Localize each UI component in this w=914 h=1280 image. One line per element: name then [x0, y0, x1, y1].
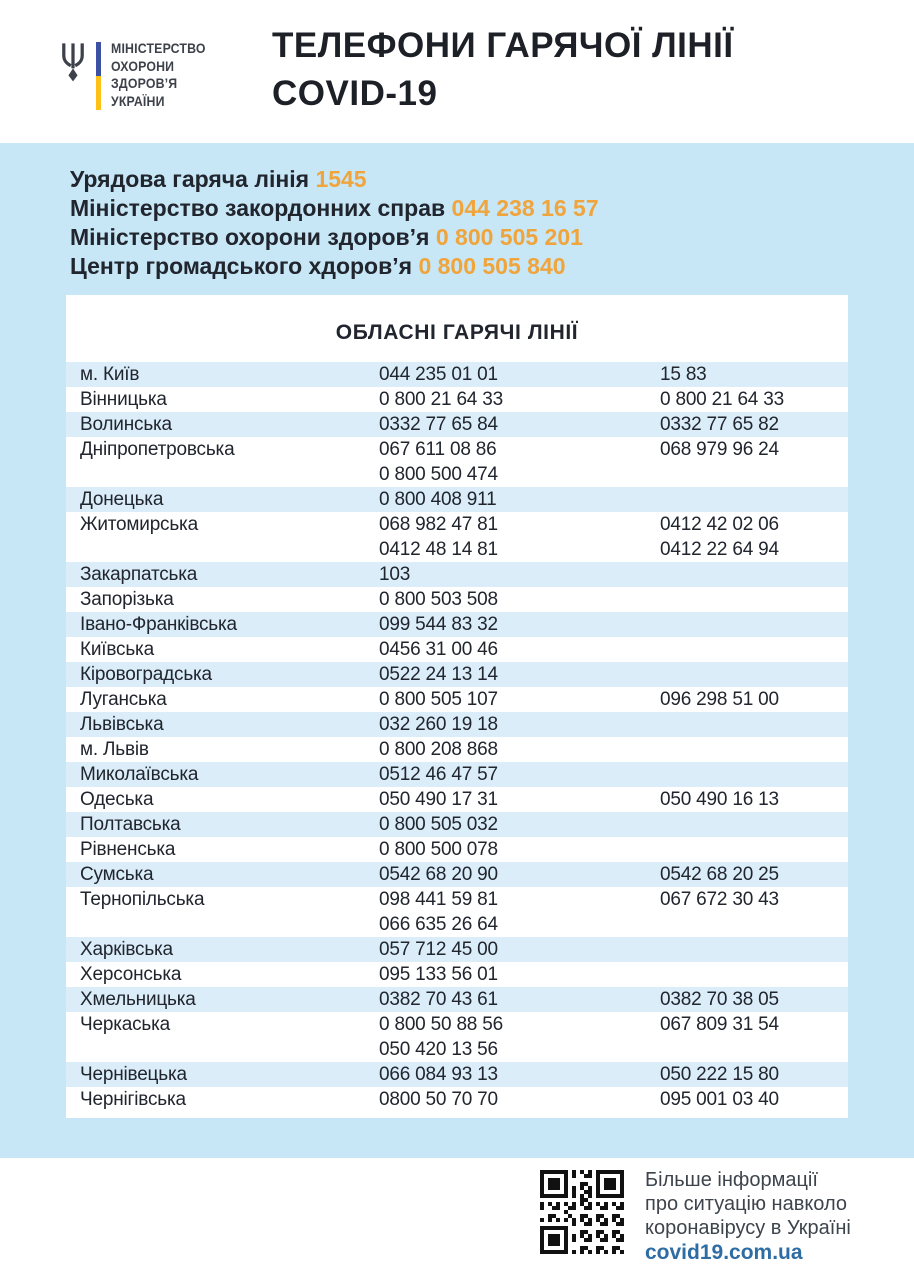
region-name: Миколаївська: [80, 764, 199, 785]
table-row: [66, 1087, 848, 1112]
phone-primary: 0522 24 13 14: [379, 664, 498, 685]
region-name: Хмельницька: [80, 989, 196, 1010]
phone-secondary: [660, 712, 848, 737]
phone-primary: 0 800 208 868: [379, 739, 498, 760]
footer-text-line: про ситуацію навколо: [645, 1193, 848, 1215]
phone-primary: 099 544 83 32: [379, 614, 498, 635]
phone-primary: 103: [379, 564, 411, 585]
phone-primary: 0 800 50 88 56 050 420 13 56: [379, 1014, 503, 1060]
phone-secondary: [660, 812, 848, 837]
phone-secondary: 0 800 21 64 33: [660, 389, 784, 410]
hotline-line: [70, 252, 914, 281]
ministry-logo: [60, 40, 219, 110]
region-name: м. Київ: [80, 364, 140, 385]
table-row: [66, 987, 848, 1012]
phone-primary: 0 800 505 032: [379, 814, 498, 835]
region-name: Закарпатська: [80, 564, 198, 585]
region-name: Волинська: [80, 414, 172, 435]
table-row: [66, 1012, 848, 1062]
table-row: [66, 512, 848, 562]
phone-secondary: 050 222 15 80: [660, 1064, 779, 1085]
footer-text-line: коронавірусу в Україні: [645, 1217, 851, 1239]
phone-secondary: [660, 662, 848, 687]
table-row: [66, 812, 848, 837]
page-title-line2: COVID-19: [272, 74, 438, 113]
phone-primary: 0332 77 65 84: [379, 414, 498, 435]
table-row: [66, 587, 848, 612]
phone-primary: 0456 31 00 46: [379, 639, 498, 660]
region-name: Донецька: [80, 489, 164, 510]
hotlines-list: [0, 143, 914, 281]
hotline-phone: 0 800 505 201: [435, 224, 583, 250]
table-row: [66, 562, 848, 587]
region-name: Київська: [80, 639, 154, 660]
phone-secondary: [660, 837, 848, 862]
table-row: [66, 1062, 848, 1087]
trident-icon: [60, 42, 86, 86]
hotline-phone: 044 238 16 57: [451, 195, 599, 221]
region-name: Черкаська: [80, 1014, 170, 1035]
table-row: [66, 387, 848, 412]
phone-secondary: [660, 562, 848, 587]
footer-text-line: Більше інформації: [645, 1169, 818, 1191]
region-name: Львівська: [80, 714, 164, 735]
phone-secondary: 067 672 30 43: [660, 889, 779, 910]
phone-secondary: [660, 487, 848, 512]
table-row: [66, 687, 848, 712]
ministry-name-line: ОХОРОНИ: [111, 57, 175, 74]
region-name: Івано-Франківська: [80, 614, 237, 635]
ministry-name-line: МІНІСТЕРСТВО: [111, 40, 206, 56]
ministry-name-line: УКРАЇНИ: [111, 92, 165, 109]
hotline-phone: 0 800 505 840: [418, 253, 566, 279]
hotline-phone: 1545: [315, 166, 367, 192]
phone-primary: 0 800 505 107: [379, 689, 498, 710]
trident-base: [68, 68, 77, 81]
phone-primary: 032 260 19 18: [379, 714, 498, 735]
phone-primary: 0 800 408 911: [379, 489, 497, 510]
phone-secondary: 0542 68 20 25: [660, 864, 779, 885]
phone-secondary: [660, 612, 848, 637]
region-name: Дніпропетровська: [80, 439, 235, 460]
phone-primary: 098 441 59 81 066 635 26 64: [379, 889, 498, 935]
hotline-line: [70, 165, 914, 194]
phone-secondary: [660, 737, 848, 762]
phone-primary: 0 800 21 64 33: [379, 389, 503, 410]
table-row: [66, 887, 848, 937]
phone-secondary: [660, 587, 848, 612]
phone-secondary: 0332 77 65 82: [660, 414, 779, 435]
table-row: [66, 762, 848, 787]
region-name: Рівненська: [80, 839, 176, 860]
phone-primary: 0542 68 20 90: [379, 864, 498, 885]
hotline-line: [70, 194, 914, 223]
table-row: [66, 637, 848, 662]
phone-secondary: 0382 70 38 05: [660, 989, 779, 1010]
table-row: [66, 362, 848, 387]
phone-primary: 0382 70 43 61: [379, 989, 498, 1010]
phone-secondary: 095 001 03 40: [660, 1089, 779, 1110]
region-name: Кіровоградська: [80, 664, 212, 685]
blue-section: [0, 143, 914, 1158]
table-row: [66, 612, 848, 637]
region-name: Сумська: [80, 864, 154, 885]
phone-secondary: 067 809 31 54: [660, 1014, 779, 1035]
qr-code-icon: [540, 1170, 624, 1254]
phone-primary: 0 800 500 078: [379, 839, 498, 860]
phone-secondary: 068 979 96 24: [660, 439, 779, 460]
region-name: Чернігівська: [80, 1089, 186, 1110]
table-row: [66, 787, 848, 812]
phone-primary: 0 800 503 508: [379, 589, 498, 610]
table-row: [66, 962, 848, 987]
phone-primary: 0512 46 47 57: [379, 764, 498, 785]
footer-text: [645, 1168, 851, 1265]
region-name: Тернопільська: [80, 889, 205, 910]
table-row: [66, 412, 848, 437]
phone-secondary: 050 490 16 13: [660, 789, 779, 810]
header: [0, 0, 914, 143]
phone-secondary: 0412 42 02 06 0412 22 64 94: [660, 514, 779, 560]
phone-secondary: [660, 762, 848, 787]
table-row: [66, 737, 848, 762]
phone-secondary: [660, 962, 848, 987]
region-name: Луганська: [80, 689, 167, 710]
table-row: [66, 937, 848, 962]
hotline-label: Урядова гаряча лінія: [70, 166, 316, 192]
region-name: Херсонська: [80, 964, 182, 985]
flag-divider: [96, 42, 101, 110]
hotline-label: Міністерство закордонних справ: [70, 195, 452, 221]
region-name: Чернівецька: [80, 1064, 187, 1085]
regional-hotlines-panel: [66, 295, 848, 1118]
phone-secondary: 096 298 51 00: [660, 689, 779, 710]
hotline-label: Центр громадського хдоров’я: [70, 253, 419, 279]
table-row: [66, 662, 848, 687]
page-title: [272, 22, 734, 118]
hotline-label: Міністерство охорони здоров’я: [70, 224, 436, 250]
phone-primary: 057 712 45 00: [379, 939, 498, 960]
region-name: м. Львів: [80, 739, 149, 760]
table-row: [66, 437, 848, 487]
phone-primary: 095 133 56 01: [379, 964, 498, 985]
phone-primary: 0800 50 70 70: [379, 1089, 498, 1110]
phone-primary: 067 611 08 86 0 800 500 474: [379, 439, 498, 485]
page-title-line1: ТЕЛЕФОНИ ГАРЯЧОЇ ЛІНІЇ: [272, 26, 734, 65]
region-name: Полтавська: [80, 814, 181, 835]
ministry-name: [111, 40, 206, 110]
covid19-link[interactable]: covid19.com.ua: [645, 1241, 803, 1264]
ministry-name-line: ЗДОРОВ’Я: [111, 75, 178, 91]
hotline-line: [70, 223, 914, 252]
region-name: Запорізька: [80, 589, 174, 610]
phone-secondary: [660, 637, 848, 662]
region-name: Одеська: [80, 789, 154, 810]
table-row: [66, 487, 848, 512]
table-row: [66, 837, 848, 862]
phone-secondary: 15 83: [660, 364, 707, 385]
region-name: Житомирська: [80, 514, 198, 535]
table-title: ОБЛАСНІ ГАРЯЧІ ЛІНІЇ: [335, 321, 579, 344]
region-name: Вінницька: [80, 389, 167, 410]
phone-primary: 066 084 93 13: [379, 1064, 498, 1085]
phone-secondary: [660, 937, 848, 962]
phone-primary: 044 235 01 01: [379, 364, 498, 385]
table-row: [66, 862, 848, 887]
hotline-table-rows: [66, 362, 848, 1112]
table-row: [66, 712, 848, 737]
phone-primary: 068 982 47 81 0412 48 14 81: [379, 514, 498, 560]
region-name: Харківська: [80, 939, 173, 960]
phone-primary: 050 490 17 31: [379, 789, 498, 810]
footer: [0, 1158, 914, 1280]
